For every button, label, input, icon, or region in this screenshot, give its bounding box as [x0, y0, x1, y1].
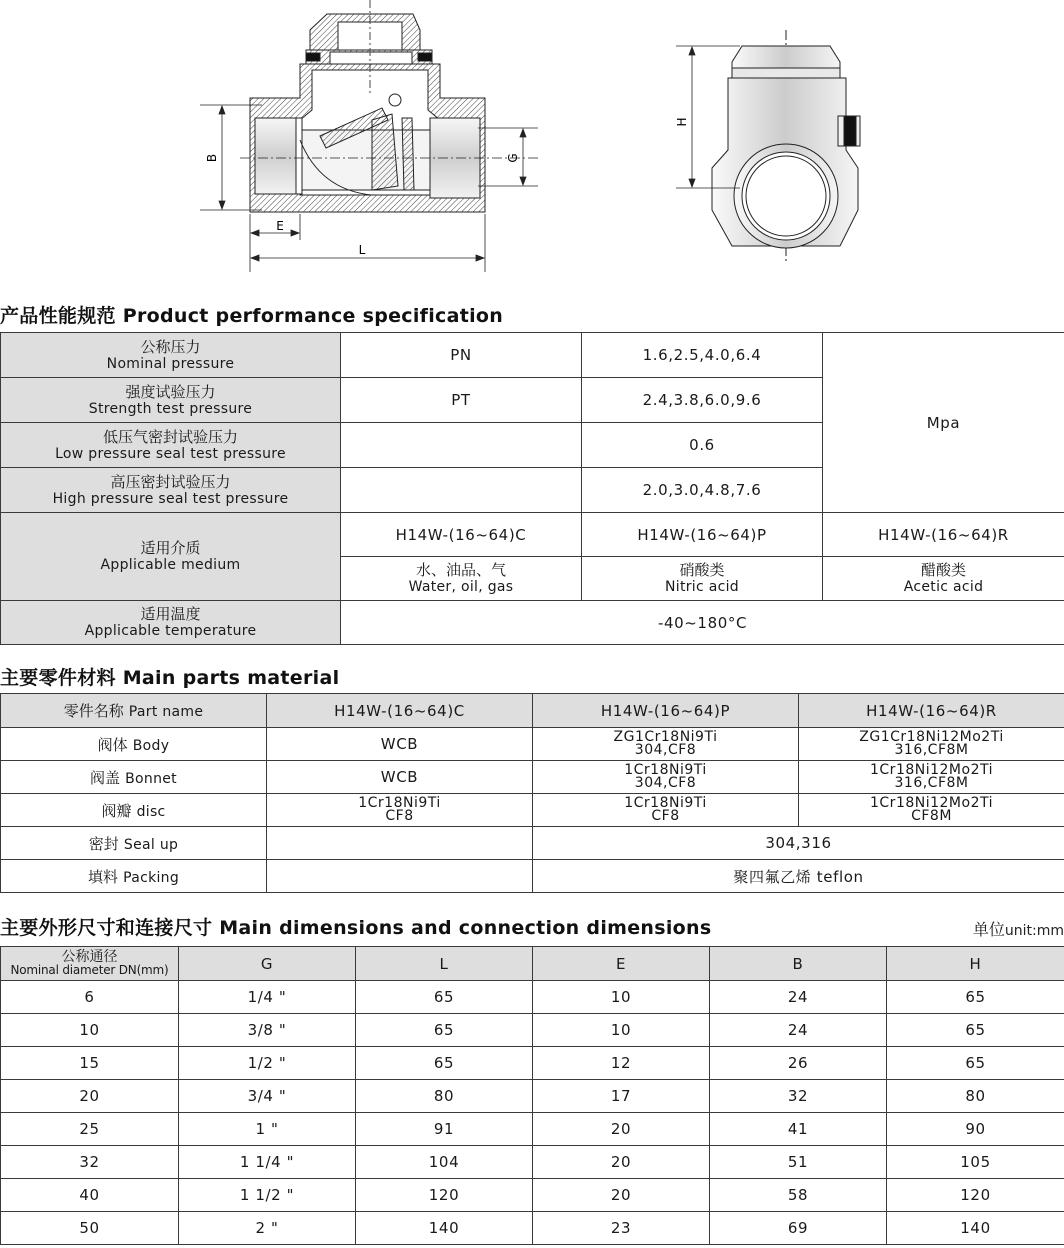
dimensions-header-l: L	[356, 947, 533, 981]
dimensions-cell-l: 65	[356, 981, 533, 1014]
medium-p: 硝酸类 Nitric acid	[582, 557, 823, 601]
material-row	[1, 728, 1064, 761]
dimensions-cell-dn: 25	[1, 1113, 179, 1146]
dimensions-header-g: G	[179, 947, 356, 981]
dimensions-cell-h: 65	[887, 981, 1064, 1014]
label-h: H	[675, 117, 689, 127]
material-part: 填料 Packing	[1, 860, 267, 893]
spec-value: 1.6,2.5,4.0,6.4	[582, 333, 823, 378]
dimensions-cell-dn: 15	[1, 1047, 179, 1080]
material-c: 1Cr18Ni9Ti CF8	[267, 794, 533, 827]
end-view	[712, 30, 860, 262]
dimensions-cell-dn: 32	[1, 1146, 179, 1179]
valve-drawing	[0, 0, 1064, 290]
material-part: 阀瓣 disc	[1, 794, 267, 827]
dimensions-cell-g: 1/2 "	[179, 1047, 356, 1080]
dimensions-cell-h: 65	[887, 1047, 1064, 1080]
dimensions-cell-h: 80	[887, 1080, 1064, 1113]
temperature-row	[1, 601, 1064, 645]
dimensions-cell-g: 1 1/4 "	[179, 1146, 356, 1179]
spec-symbol	[341, 468, 582, 513]
material-packing-c	[267, 860, 533, 893]
dimensions-cell-b: 69	[710, 1212, 887, 1245]
spec-unit: Mpa	[823, 333, 1064, 513]
dimensions-title: 主要外形尺寸和连接尺寸 Main dimensions and connection dimensions	[0, 917, 712, 939]
dimensions-table	[0, 946, 1064, 1245]
material-c: WCB	[267, 761, 533, 794]
dimensions-cell-dn: 50	[1, 1212, 179, 1245]
dimensions-cell-dn: 10	[1, 1014, 179, 1047]
dimensions-cell-e: 20	[533, 1179, 710, 1212]
section-view	[250, 0, 485, 212]
spec-title: 产品性能规范 Product performance specification	[0, 305, 504, 327]
dimensions-cell-e: 10	[533, 1014, 710, 1047]
dimensions-unit: 单位unit:mm	[972, 920, 1064, 939]
material-p: 1Cr18Ni9Ti CF8	[533, 794, 799, 827]
dimensions-cell-l: 104	[356, 1146, 533, 1179]
dimensions-header-h: H	[887, 947, 1064, 981]
material-seal-row	[1, 827, 1064, 860]
dimensions-cell-g: 2 "	[179, 1212, 356, 1245]
material-packing-value: 聚四氟乙烯 teflon	[533, 860, 1064, 893]
spec-value: 2.0,3.0,4.8,7.6	[582, 468, 823, 513]
material-header-row	[1, 694, 1064, 728]
medium-model-p: H14W-(16~64)P	[582, 513, 823, 557]
material-table	[0, 693, 1064, 893]
material-r: 1Cr18Ni12Mo2Ti CF8M	[799, 794, 1064, 827]
temperature-value: -40~180°C	[341, 601, 1064, 645]
dimensions-cell-h: 90	[887, 1113, 1064, 1146]
material-part: 密封 Seal up	[1, 827, 267, 860]
dimensions-cell-b: 26	[710, 1047, 887, 1080]
material-header-r: H14W-(16~64)R	[799, 694, 1064, 728]
spec-symbol	[341, 423, 582, 468]
label-b: B	[205, 153, 219, 163]
material-row	[1, 761, 1064, 794]
table-row	[1, 1047, 1064, 1080]
material-packing-row	[1, 860, 1064, 893]
table-row	[1, 1179, 1064, 1212]
medium-r: 醋酸类 Acetic acid	[823, 557, 1064, 601]
dimensions-cell-g: 1/4 "	[179, 981, 356, 1014]
material-seal-c	[267, 827, 533, 860]
spec-value: 2.4,3.8,6.0,9.6	[582, 378, 823, 423]
spec-label: 低压气密封试验压力 Low pressure seal test pressure	[1, 423, 341, 468]
dimensions-cell-e: 10	[533, 981, 710, 1014]
material-row	[1, 794, 1064, 827]
table-row	[1, 1146, 1064, 1179]
dimensions-cell-l: 91	[356, 1113, 533, 1146]
spec-row	[1, 333, 1064, 378]
medium-model-r: H14W-(16~64)R	[823, 513, 1064, 557]
medium-model-c: H14W-(16~64)C	[341, 513, 582, 557]
table-row	[1, 1113, 1064, 1146]
material-r: ZG1Cr18Ni12Mo2Ti 316,CF8M	[799, 728, 1064, 761]
material-header-part: 零件名称 Part name	[1, 694, 267, 728]
temperature-label: 适用温度 Applicable temperature	[1, 601, 341, 645]
dimensions-cell-b: 51	[710, 1146, 887, 1179]
dimensions-cell-e: 17	[533, 1080, 710, 1113]
material-p: 1Cr18Ni9Ti 304,CF8	[533, 761, 799, 794]
dimensions-cell-h: 140	[887, 1212, 1064, 1245]
spec-symbol: PT	[341, 378, 582, 423]
dimensions-cell-e: 12	[533, 1047, 710, 1080]
dimensions-cell-l: 65	[356, 1047, 533, 1080]
material-seal-value: 304,316	[533, 827, 1064, 860]
dimensions-header-b: B	[710, 947, 887, 981]
spec-table	[0, 332, 1064, 645]
dimensions-header-dn: 公称通径 Nominal diameter DN(mm)	[1, 947, 179, 981]
medium-label: 适用介质 Applicable medium	[1, 513, 341, 601]
dimensions-cell-g: 1 1/2 "	[179, 1179, 356, 1212]
dimensions-cell-e: 20	[533, 1146, 710, 1179]
dimensions-cell-l: 140	[356, 1212, 533, 1245]
dimensions-cell-dn: 40	[1, 1179, 179, 1212]
material-title: 主要零件材料 Main parts material	[0, 667, 340, 689]
table-row	[1, 981, 1064, 1014]
dimensions-cell-l: 80	[356, 1080, 533, 1113]
spec-label: 强度试验压力 Strength test pressure	[1, 378, 341, 423]
dimensions-cell-g: 1 "	[179, 1113, 356, 1146]
dimensions-cell-l: 65	[356, 1014, 533, 1047]
dimensions-header-row	[1, 947, 1064, 981]
dimensions-cell-b: 41	[710, 1113, 887, 1146]
dimensions-cell-h: 120	[887, 1179, 1064, 1212]
spec-label: 公称压力 Nominal pressure	[1, 333, 341, 378]
dimensions-cell-g: 3/4 "	[179, 1080, 356, 1113]
dimensions-cell-g: 3/8 "	[179, 1014, 356, 1047]
dimensions-cell-l: 120	[356, 1179, 533, 1212]
table-row	[1, 1080, 1064, 1113]
material-r: 1Cr18Ni12Mo2Ti 316,CF8M	[799, 761, 1064, 794]
dimensions-cell-h: 65	[887, 1014, 1064, 1047]
label-e: E	[276, 219, 284, 233]
label-g: G	[506, 153, 520, 163]
dimensions-cell-dn: 20	[1, 1080, 179, 1113]
material-header-c: H14W-(16~64)C	[267, 694, 533, 728]
spec-label: 高压密封试验压力 High pressure seal test pressure	[1, 468, 341, 513]
spec-symbol: PN	[341, 333, 582, 378]
table-row	[1, 1014, 1064, 1047]
dimensions-cell-e: 23	[533, 1212, 710, 1245]
material-header-p: H14W-(16~64)P	[533, 694, 799, 728]
material-c: WCB	[267, 728, 533, 761]
dimensions-cell-b: 32	[710, 1080, 887, 1113]
dimensions-cell-e: 20	[533, 1113, 710, 1146]
dimensions-cell-h: 105	[887, 1146, 1064, 1179]
material-part: 阀盖 Bonnet	[1, 761, 267, 794]
label-l: L	[358, 243, 366, 257]
spec-value: 0.6	[582, 423, 823, 468]
medium-model-row	[1, 513, 1064, 557]
dimensions-cell-b: 58	[710, 1179, 887, 1212]
dimensions-cell-dn: 6	[1, 981, 179, 1014]
table-row	[1, 1212, 1064, 1245]
dimensions-cell-b: 24	[710, 981, 887, 1014]
dimensions-header-e: E	[533, 947, 710, 981]
dimensions-body	[1, 981, 1064, 1245]
material-part: 阀体 Body	[1, 728, 267, 761]
dimensions-cell-b: 24	[710, 1014, 887, 1047]
medium-c: 水、油品、气 Water, oil, gas	[341, 557, 582, 601]
material-p: ZG1Cr18Ni9Ti 304,CF8	[533, 728, 799, 761]
